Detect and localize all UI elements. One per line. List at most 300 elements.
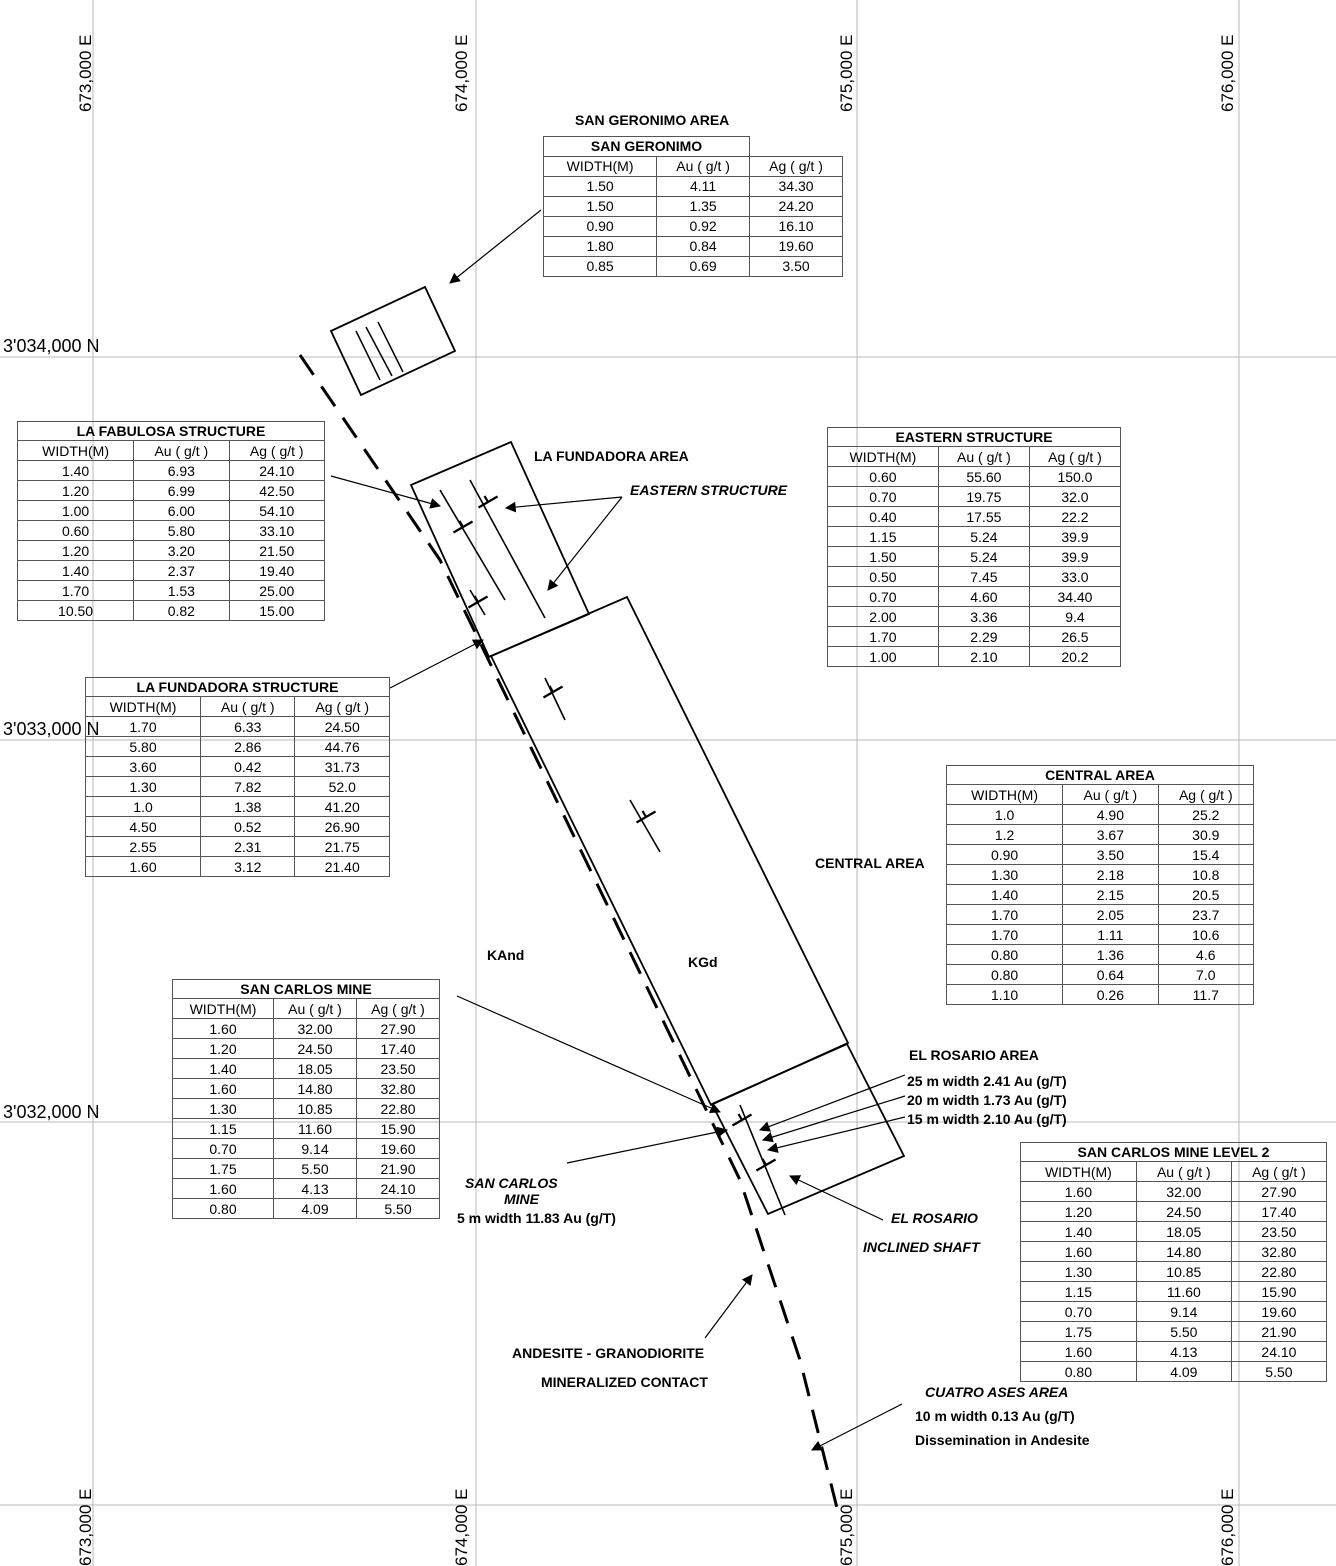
table-cell: 7.45	[938, 567, 1029, 587]
table-cell: 5.80	[134, 521, 229, 541]
label-kgd: KGd	[688, 954, 718, 970]
table-row	[828, 527, 1121, 547]
table-cell: 14.80	[274, 1079, 357, 1099]
label-central-area: CENTRAL AREA	[815, 855, 925, 871]
san-geronimo-table	[543, 136, 843, 277]
table-cell: 39.9	[1029, 527, 1120, 547]
table-cell: 0.84	[657, 236, 750, 256]
san-geronimo-block	[331, 287, 455, 395]
table-cell: 19.60	[1231, 1302, 1326, 1322]
table-cell: 11.60	[274, 1119, 357, 1139]
table-cell: 24.10	[357, 1179, 440, 1199]
table-cell: 1.50	[544, 176, 657, 196]
table-cell: 19.40	[229, 561, 324, 581]
table-cell: 20.5	[1158, 885, 1253, 905]
table-row	[173, 1199, 440, 1219]
table-cell: 21.75	[295, 837, 390, 857]
table-cell: 27.90	[1231, 1182, 1326, 1202]
column-header: Ag ( g/t )	[357, 999, 440, 1019]
table-cell: 15.90	[1231, 1282, 1326, 1302]
table-cell: 10.85	[1136, 1262, 1231, 1282]
column-header: Au ( g/t )	[274, 999, 357, 1019]
table-cell: 32.80	[357, 1079, 440, 1099]
easting-label-bottom-674000: 674,000 E	[452, 1488, 471, 1566]
table-cell: 2.18	[1063, 865, 1158, 885]
table-cell: 1.38	[201, 797, 295, 817]
table-row	[18, 561, 325, 581]
table-row	[947, 925, 1254, 945]
table-row	[947, 885, 1254, 905]
table-cell: 10.50	[18, 601, 134, 621]
table-cell: 4.60	[938, 587, 1029, 607]
table-cell: 4.50	[86, 817, 201, 837]
table-cell: 1.60	[173, 1019, 274, 1039]
column-header: Ag ( g/t )	[750, 156, 843, 176]
table-row	[947, 805, 1254, 825]
table-cell: 24.50	[295, 717, 390, 737]
table-row	[828, 507, 1121, 527]
table-row	[86, 737, 390, 757]
table-cell: 10.6	[1158, 925, 1253, 945]
table-title: SAN CARLOS MINE	[173, 980, 440, 999]
label-la-fundadora-area: LA FUNDADORA AREA	[534, 448, 689, 464]
label-el-rosario-line-2: 20 m width 1.73 Au (g/T)	[907, 1092, 1067, 1108]
label-cuatro-ases-1: CUATRO ASES AREA	[925, 1384, 1069, 1400]
table-cell: 4.13	[274, 1179, 357, 1199]
table-cell: 3.20	[134, 541, 229, 561]
table-cell: 5.50	[1231, 1362, 1326, 1382]
table-cell: 32.00	[274, 1019, 357, 1039]
table-row	[173, 1139, 440, 1159]
table-cell: 1.15	[173, 1119, 274, 1139]
la-fabulosa-table	[17, 421, 325, 621]
table-cell: 1.30	[1021, 1262, 1137, 1282]
table-cell: 1.50	[828, 547, 939, 567]
table-cell: 1.40	[1021, 1222, 1137, 1242]
table-cell: 54.10	[229, 501, 324, 521]
strike-dip-symbols	[450, 490, 776, 1170]
table-cell: 39.9	[1029, 547, 1120, 567]
table-cell: 32.0	[1029, 487, 1120, 507]
table-cell: 1.20	[18, 541, 134, 561]
table-cell: 0.70	[828, 487, 939, 507]
table-row	[947, 945, 1254, 965]
table-cell: 33.10	[229, 521, 324, 541]
table-cell: 9.14	[274, 1139, 357, 1159]
table-cell: 5.50	[1136, 1322, 1231, 1342]
table-cell: 150.0	[1029, 467, 1120, 487]
table-cell: 1.70	[828, 627, 939, 647]
table-cell: 20.2	[1029, 647, 1120, 667]
san-carlos-mine-level-2-table	[1020, 1142, 1327, 1382]
table-cell: 17.40	[1231, 1202, 1326, 1222]
column-header: WIDTH(M)	[86, 697, 201, 717]
table-cell: 23.50	[357, 1059, 440, 1079]
table-row	[86, 857, 390, 877]
eastern-structure-table	[827, 427, 1121, 667]
table-cell: 6.99	[134, 481, 229, 501]
table-cell: 3.36	[938, 607, 1029, 627]
table-row	[828, 607, 1121, 627]
table-cell: 0.60	[18, 521, 134, 541]
table-cell: 15.90	[357, 1119, 440, 1139]
table-cell: 0.85	[544, 256, 657, 276]
table-row	[828, 567, 1121, 587]
table-cell: 3.67	[1063, 825, 1158, 845]
table-cell: 2.00	[828, 607, 939, 627]
table-cell: 3.12	[201, 857, 295, 877]
central-block	[491, 597, 848, 1105]
easting-label-top-673000: 673,000 E	[76, 34, 95, 112]
table-row	[173, 1179, 440, 1199]
el-rosario-block	[712, 1044, 904, 1214]
table-cell: 0.42	[201, 757, 295, 777]
table-cell: 22.80	[357, 1099, 440, 1119]
northing-label-3032000: 3'032,000 N	[3, 1102, 100, 1122]
easting-label-bottom-673000: 673,000 E	[76, 1488, 95, 1566]
table-cell: 21.50	[229, 541, 324, 561]
table-row	[86, 837, 390, 857]
table-cell: 1.00	[18, 501, 134, 521]
table-cell: 1.60	[1021, 1342, 1137, 1362]
table-cell: 11.60	[1136, 1282, 1231, 1302]
table-cell: 1.40	[173, 1059, 274, 1079]
label-el-rosario-shaft-2: INCLINED SHAFT	[863, 1239, 980, 1255]
table-cell: 18.05	[1136, 1222, 1231, 1242]
table-cell: 0.92	[657, 216, 750, 236]
table-cell: 2.37	[134, 561, 229, 581]
leader-arrows	[331, 210, 905, 1450]
label-el-rosario-line-3: 15 m width 2.10 Au (g/T)	[907, 1111, 1067, 1127]
table-row	[1021, 1222, 1327, 1242]
table-cell: 34.30	[750, 176, 843, 196]
table-cell: 4.6	[1158, 945, 1253, 965]
table-cell: 24.50	[274, 1039, 357, 1059]
table-row	[173, 1099, 440, 1119]
table-row	[86, 777, 390, 797]
table-header-row	[18, 441, 325, 461]
table-row	[18, 461, 325, 481]
table-cell: 3.50	[750, 256, 843, 276]
table-cell: 1.50	[544, 196, 657, 216]
table-cell: 1.0	[86, 797, 201, 817]
table-cell: 19.60	[357, 1139, 440, 1159]
easting-label-top-674000: 674,000 E	[452, 34, 471, 112]
table-cell: 5.24	[938, 527, 1029, 547]
table-row	[828, 467, 1121, 487]
table-cell: 0.70	[1021, 1302, 1137, 1322]
table-cell: 1.70	[947, 905, 1063, 925]
column-header: WIDTH(M)	[18, 441, 134, 461]
table-row	[947, 985, 1254, 1005]
northing-label-3034000: 3'034,000 N	[3, 336, 100, 356]
column-header: Ag ( g/t )	[1158, 785, 1253, 805]
column-header: Au ( g/t )	[201, 697, 295, 717]
table-cell: 1.75	[1021, 1322, 1137, 1342]
table-cell: 23.50	[1231, 1222, 1326, 1242]
label-kand: KAnd	[487, 947, 525, 963]
table-cell: 3.50	[1063, 845, 1158, 865]
table-cell: 0.69	[657, 256, 750, 276]
easting-label-bottom-675000: 675,000 E	[837, 1488, 856, 1566]
la-fundadora-table	[85, 677, 390, 877]
table-cell: 0.40	[828, 507, 939, 527]
table-header-row	[86, 697, 390, 717]
vein-traces	[440, 480, 785, 1215]
column-header: Au ( g/t )	[938, 447, 1029, 467]
table-cell: 0.80	[947, 945, 1063, 965]
table-cell: 25.2	[1158, 805, 1253, 825]
table-cell: 1.60	[173, 1079, 274, 1099]
table-cell: 1.30	[947, 865, 1063, 885]
table-row	[173, 1119, 440, 1139]
table-cell: 1.53	[134, 581, 229, 601]
table-cell: 0.50	[828, 567, 939, 587]
table-title: LA FUNDADORA STRUCTURE	[86, 678, 390, 697]
table-cell: 27.90	[357, 1019, 440, 1039]
northing-label-3033000: 3'033,000 N	[3, 719, 100, 739]
table-row	[947, 905, 1254, 925]
table-cell: 2.10	[938, 647, 1029, 667]
table-row	[544, 236, 843, 256]
central-area-table	[946, 765, 1254, 1005]
table-cell: 4.90	[1063, 805, 1158, 825]
table-cell: 6.93	[134, 461, 229, 481]
column-header: Ag ( g/t )	[1029, 447, 1120, 467]
table-cell: 6.33	[201, 717, 295, 737]
column-header: WIDTH(M)	[828, 447, 939, 467]
table-row	[18, 541, 325, 561]
table-row	[18, 581, 325, 601]
table-row	[1021, 1342, 1327, 1362]
table-cell: 0.52	[201, 817, 295, 837]
table-row	[544, 256, 843, 276]
column-header: Au ( g/t )	[657, 156, 750, 176]
table-cell: 31.73	[295, 757, 390, 777]
table-cell: 1.00	[828, 647, 939, 667]
table-cell: 0.70	[828, 587, 939, 607]
column-header: WIDTH(M)	[173, 999, 274, 1019]
table-cell: 1.10	[947, 985, 1063, 1005]
table-header-row	[828, 447, 1121, 467]
table-row	[173, 1039, 440, 1059]
table-cell: 0.60	[828, 467, 939, 487]
table-cell: 52.0	[295, 777, 390, 797]
label-contact-1: ANDESITE - GRANODIORITE	[512, 1345, 705, 1361]
table-cell: 5.50	[274, 1159, 357, 1179]
table-cell: 16.10	[750, 216, 843, 236]
table-row	[1021, 1282, 1327, 1302]
table-cell: 0.90	[544, 216, 657, 236]
table-cell: 0.82	[134, 601, 229, 621]
column-header: Ag ( g/t )	[1231, 1162, 1326, 1182]
label-san-carlos-mine-2: MINE	[504, 1191, 539, 1207]
san-geronimo-title: SAN GERONIMO AREA	[575, 112, 730, 128]
table-cell: 0.70	[173, 1139, 274, 1159]
table-row	[18, 501, 325, 521]
table-cell: 14.80	[1136, 1242, 1231, 1262]
table-cell: 5.80	[86, 737, 201, 757]
table-row	[18, 521, 325, 541]
table-row	[828, 487, 1121, 507]
table-row	[947, 845, 1254, 865]
table-row	[1021, 1322, 1327, 1342]
table-cell: 0.80	[173, 1199, 274, 1219]
table-cell: 1.40	[18, 461, 134, 481]
table-cell: 0.64	[1063, 965, 1158, 985]
table-row	[1021, 1182, 1327, 1202]
table-row	[947, 865, 1254, 885]
table-row	[544, 216, 843, 236]
table-cell: 2.86	[201, 737, 295, 757]
label-el-rosario-line-1: 25 m width 2.41 Au (g/T)	[907, 1073, 1067, 1089]
table-cell: 10.85	[274, 1099, 357, 1119]
table-row	[86, 757, 390, 777]
column-header: Au ( g/t )	[1063, 785, 1158, 805]
column-header: Au ( g/t )	[1136, 1162, 1231, 1182]
table-cell: 15.4	[1158, 845, 1253, 865]
table-cell: 1.0	[947, 805, 1063, 825]
easting-label-top-676000: 676,000 E	[1218, 34, 1237, 112]
table-row	[947, 825, 1254, 845]
table-header-row	[947, 785, 1254, 805]
table-cell: 1.40	[18, 561, 134, 581]
table-row	[828, 547, 1121, 567]
table-cell: 32.80	[1231, 1242, 1326, 1262]
table-row	[1021, 1262, 1327, 1282]
table-row	[1021, 1302, 1327, 1322]
label-el-rosario-area: EL ROSARIO AREA	[909, 1047, 1039, 1063]
table-cell: 21.40	[295, 857, 390, 877]
table-cell: 4.11	[657, 176, 750, 196]
table-cell: 1.30	[173, 1099, 274, 1119]
table-cell: 21.90	[357, 1159, 440, 1179]
table-cell: 22.80	[1231, 1262, 1326, 1282]
table-cell: 1.11	[1063, 925, 1158, 945]
table-header-row	[173, 999, 440, 1019]
table-cell: 15.00	[229, 601, 324, 621]
table-cell: 44.76	[295, 737, 390, 757]
table-row	[173, 1059, 440, 1079]
easting-label-bottom-676000: 676,000 E	[1218, 1488, 1237, 1566]
table-cell: 7.0	[1158, 965, 1253, 985]
table-row	[173, 1159, 440, 1179]
label-eastern-structure: EASTERN STRUCTURE	[630, 482, 788, 498]
table-cell: 1.35	[657, 196, 750, 216]
table-cell: 32.00	[1136, 1182, 1231, 1202]
table-cell: 4.09	[274, 1199, 357, 1219]
table-cell: 0.80	[1021, 1362, 1137, 1382]
table-cell: 2.29	[938, 627, 1029, 647]
table-cell: 1.36	[1063, 945, 1158, 965]
table-cell: 2.05	[1063, 905, 1158, 925]
table-cell: 1.70	[947, 925, 1063, 945]
table-cell: 3.60	[86, 757, 201, 777]
san-carlos-mine-table	[172, 979, 440, 1219]
table-cell: 19.60	[750, 236, 843, 256]
table-header-row	[1021, 1162, 1327, 1182]
table-cell: 34.40	[1029, 587, 1120, 607]
table-row	[947, 965, 1254, 985]
table-row	[86, 797, 390, 817]
table-cell: 18.05	[274, 1059, 357, 1079]
table-cell: 1.80	[544, 236, 657, 256]
table-cell: 30.9	[1158, 825, 1253, 845]
table-cell: 2.55	[86, 837, 201, 857]
table-cell: 1.40	[947, 885, 1063, 905]
table-row	[86, 817, 390, 837]
table-cell: 21.90	[1231, 1322, 1326, 1342]
table-cell: 41.20	[295, 797, 390, 817]
column-header: WIDTH(M)	[1021, 1162, 1137, 1182]
table-cell: 9.4	[1029, 607, 1120, 627]
table-cell: 4.09	[1136, 1362, 1231, 1382]
table-cell: 1.60	[86, 857, 201, 877]
table-cell: 24.20	[750, 196, 843, 216]
column-header: Au ( g/t )	[134, 441, 229, 461]
table-row	[173, 1079, 440, 1099]
table-title: EASTERN STRUCTURE	[828, 428, 1121, 447]
label-cuatro-ases-2: 10 m width 0.13 Au (g/T)	[915, 1408, 1075, 1424]
table-cell: 11.7	[1158, 985, 1253, 1005]
table-cell: 1.70	[86, 717, 201, 737]
table-row	[828, 627, 1121, 647]
table-cell: 2.15	[1063, 885, 1158, 905]
table-cell: 25.00	[229, 581, 324, 601]
label-san-carlos-mine-1: SAN CARLOS	[465, 1175, 558, 1191]
table-cell: 1.20	[1021, 1202, 1137, 1222]
label-san-carlos-mine-3: 5 m width 11.83 Au (g/T)	[457, 1210, 616, 1226]
column-header: WIDTH(M)	[947, 785, 1063, 805]
table-cell: 17.55	[938, 507, 1029, 527]
table-cell: 19.75	[938, 487, 1029, 507]
table-cell: 1.20	[173, 1039, 274, 1059]
table-row	[828, 647, 1121, 667]
table-row	[1021, 1202, 1327, 1222]
label-cuatro-ases-3: Dissemination in Andesite	[915, 1432, 1090, 1448]
table-row	[828, 587, 1121, 607]
table-row	[86, 717, 390, 737]
table-row	[1021, 1242, 1327, 1262]
column-header: Ag ( g/t )	[295, 697, 390, 717]
table-subtitle: SAN GERONIMO	[544, 137, 750, 157]
table-title: SAN CARLOS MINE LEVEL 2	[1021, 1143, 1327, 1162]
table-row	[173, 1019, 440, 1039]
table-cell: 1.60	[173, 1179, 274, 1199]
table-cell: 26.5	[1029, 627, 1120, 647]
table-row	[544, 176, 843, 196]
table-cell: 1.70	[18, 581, 134, 601]
table-cell: 6.00	[134, 501, 229, 521]
table-cell: 9.14	[1136, 1302, 1231, 1322]
table-cell: 0.90	[947, 845, 1063, 865]
table-cell: 1.15	[1021, 1282, 1137, 1302]
table-row	[18, 481, 325, 501]
column-header: WIDTH(M)	[544, 156, 657, 176]
table-cell: 0.26	[1063, 985, 1158, 1005]
table-cell: 24.10	[1231, 1342, 1326, 1362]
table-cell: 1.20	[18, 481, 134, 501]
table-title: CENTRAL AREA	[947, 766, 1254, 785]
table-cell: 10.8	[1158, 865, 1253, 885]
table-cell: 26.90	[295, 817, 390, 837]
label-el-rosario-shaft-1: EL ROSARIO	[891, 1210, 978, 1226]
table-cell: 22.2	[1029, 507, 1120, 527]
table-cell: 33.0	[1029, 567, 1120, 587]
table-cell: 1.30	[86, 777, 201, 797]
table-cell: 7.82	[201, 777, 295, 797]
table-cell: 0.80	[947, 965, 1063, 985]
